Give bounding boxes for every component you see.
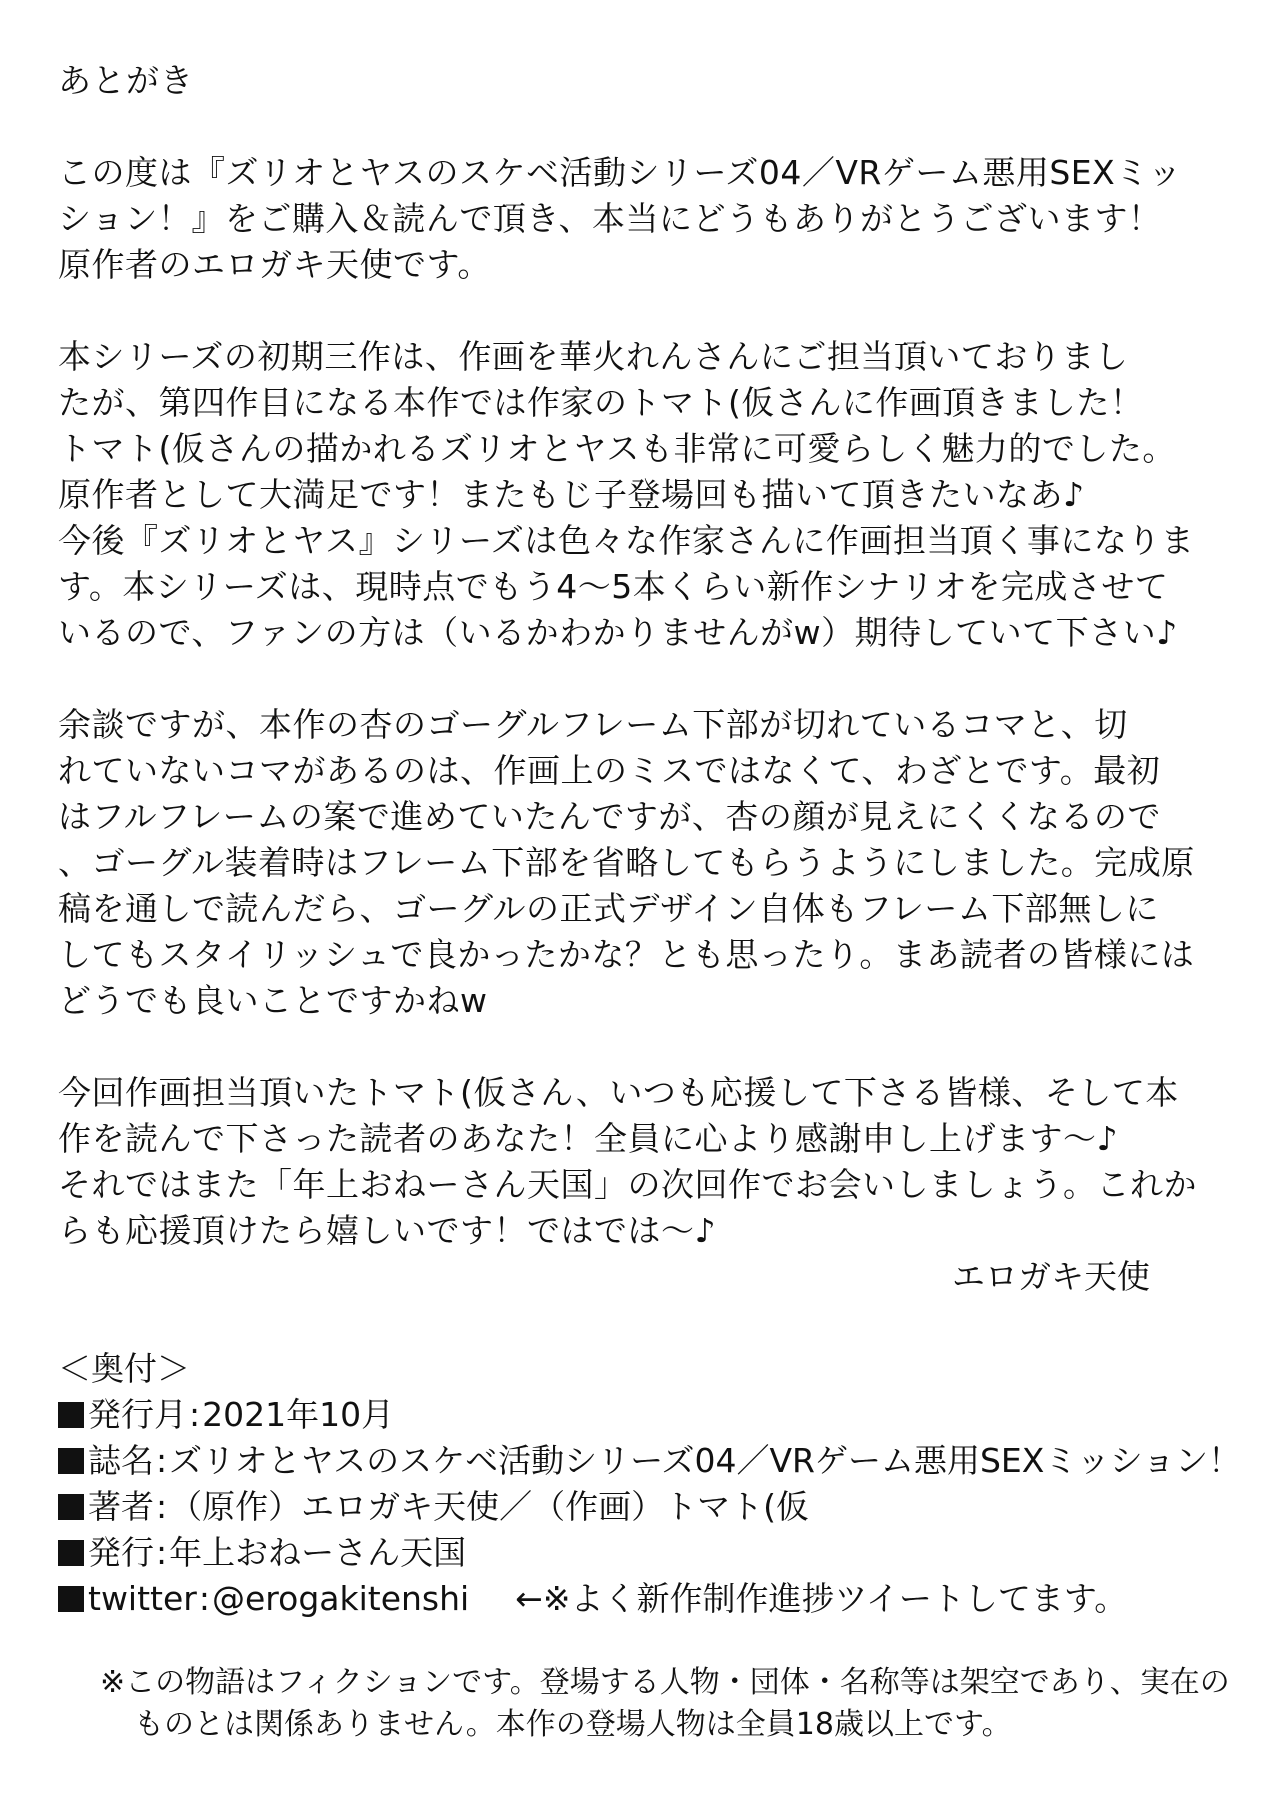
text-line: ション！』をご購入＆読んで頂き、本当にどうもありがとうございます！ — [58, 199, 1162, 238]
colophon-value: 年上おねーさん天国 — [169, 1533, 467, 1572]
colophon-value: 2021年10月 — [202, 1395, 395, 1434]
disclaimer-line: ものとは関係ありません。本作の登場人物は全員18歳以上です。 — [134, 1707, 1012, 1742]
paragraph-series — [58, 334, 1220, 656]
colophon-row-title — [58, 1438, 1242, 1484]
signature: エロガキ天使 — [952, 1257, 1150, 1296]
colophon — [58, 1346, 1242, 1622]
disclaimer — [58, 1662, 1230, 1746]
colophon-separator: : — [156, 1441, 168, 1480]
black-square-icon — [58, 1448, 84, 1474]
colophon-separator: : — [156, 1487, 168, 1526]
colophon-value: ズリオとヤスのスケベ活動シリーズ04／VRゲーム悪用SEXミッション！ — [169, 1441, 1242, 1480]
colophon-label: 著者 — [88, 1487, 154, 1526]
text-line: 本シリーズの初期三作は、作画を華火れんさんにご担当頂いておりまし — [58, 337, 1129, 376]
colophon-label: twitter — [88, 1579, 197, 1618]
black-square-icon — [58, 1586, 84, 1612]
page-title: あとがき — [58, 61, 194, 100]
text-line: トマト(仮さんの描かれるズリオとヤスも非常に可愛らしく魅力的でした。 — [58, 429, 1176, 468]
text-line: 稿を通しで読んだら、ゴーグルの正式デザイン自体もフレーム下部無しに — [58, 889, 1159, 928]
text-line: らも応援頂けたら嬉しいです！ではでは～♪ — [58, 1211, 717, 1250]
text-line: れていないコマがあるのは、作画上のミスではなくて、わざとです。最初 — [58, 751, 1161, 790]
twitter-note: ←※よく新作制作進捗ツイートしてます。 — [515, 1579, 1128, 1618]
text-line: この度は『ズリオとヤスのスケベ活動シリーズ04／VRゲーム悪用SEXミッ — [58, 153, 1182, 192]
twitter-handle: @erogakitenshi — [211, 1579, 470, 1618]
paragraph-thanks — [58, 150, 1220, 288]
text-line: 、ゴーグル装着時はフレーム下部を省略してもらうようにしました。完成原 — [58, 843, 1195, 882]
text-line: 作を読んで下さった読者のあなた！全員に心より感謝申し上げます～♪ — [58, 1119, 1119, 1158]
colophon-row-twitter — [58, 1576, 1220, 1622]
disclaimer-line: ※この物語はフィクションです。登場する人物・団体・名称等は架空であり、実在の — [100, 1665, 1230, 1700]
black-square-icon — [58, 1402, 84, 1428]
text-line: どうでも良いことですかねw — [58, 981, 488, 1020]
colophon-value: （原作）エロガキ天使／（作画）トマト(仮 — [169, 1487, 809, 1526]
black-square-icon — [58, 1540, 84, 1566]
colophon-row-publisher — [58, 1530, 1220, 1576]
text-line: はフルフレームの案で進めていたんですが、杏の顔が見えにくくなるので — [58, 797, 1161, 836]
colophon-label: 誌名 — [88, 1441, 154, 1480]
paragraph-aside — [58, 702, 1220, 1024]
black-square-icon — [58, 1494, 84, 1520]
colophon-row-date — [58, 1392, 1220, 1438]
colophon-row-author — [58, 1484, 1220, 1530]
text-line: 原作者のエロガキ天使です。 — [58, 245, 491, 284]
text-line: 原作者として大満足です！またもじ子登場回も描いて頂きたいなあ♪ — [58, 475, 1085, 514]
text-line: たが、第四作目になる本作では作家のトマト(仮さんに作画頂きました！ — [58, 383, 1144, 422]
text-line: 余談ですが、本作の杏のゴーグルフレーム下部が切れているコマと、切 — [58, 705, 1128, 744]
colophon-separator: : — [189, 1395, 201, 1434]
colophon-separator: : — [198, 1579, 210, 1618]
colophon-title: ＜奥付＞ — [58, 1349, 190, 1388]
text-line: す。本シリーズは、現時点でもう4～5本くらい新作シナリオを完成させて — [58, 567, 1169, 606]
paragraph-closing — [58, 1070, 1220, 1254]
colophon-separator: : — [156, 1533, 168, 1572]
text-line: いるので、ファンの方は（いるかわかりませんがw）期待していて下さい♪ — [58, 613, 1178, 652]
text-line: 今回作画担当頂いたトマト(仮さん、いつも応援して下さる皆様、そして本 — [58, 1073, 1179, 1112]
colophon-label: 発行月 — [88, 1395, 187, 1434]
text-line: それではまた「年上おねーさん天国」の次回作でお会いしましょう。これか — [58, 1165, 1197, 1204]
text-line: してもスタイリッシュで良かったかな？とも思ったり。まあ読者の皆様には — [58, 935, 1195, 974]
colophon-label: 発行 — [88, 1533, 154, 1572]
text-line: 今後『ズリオとヤス』シリーズは色々な作家さんに作画担当頂く事になりま — [58, 521, 1195, 560]
